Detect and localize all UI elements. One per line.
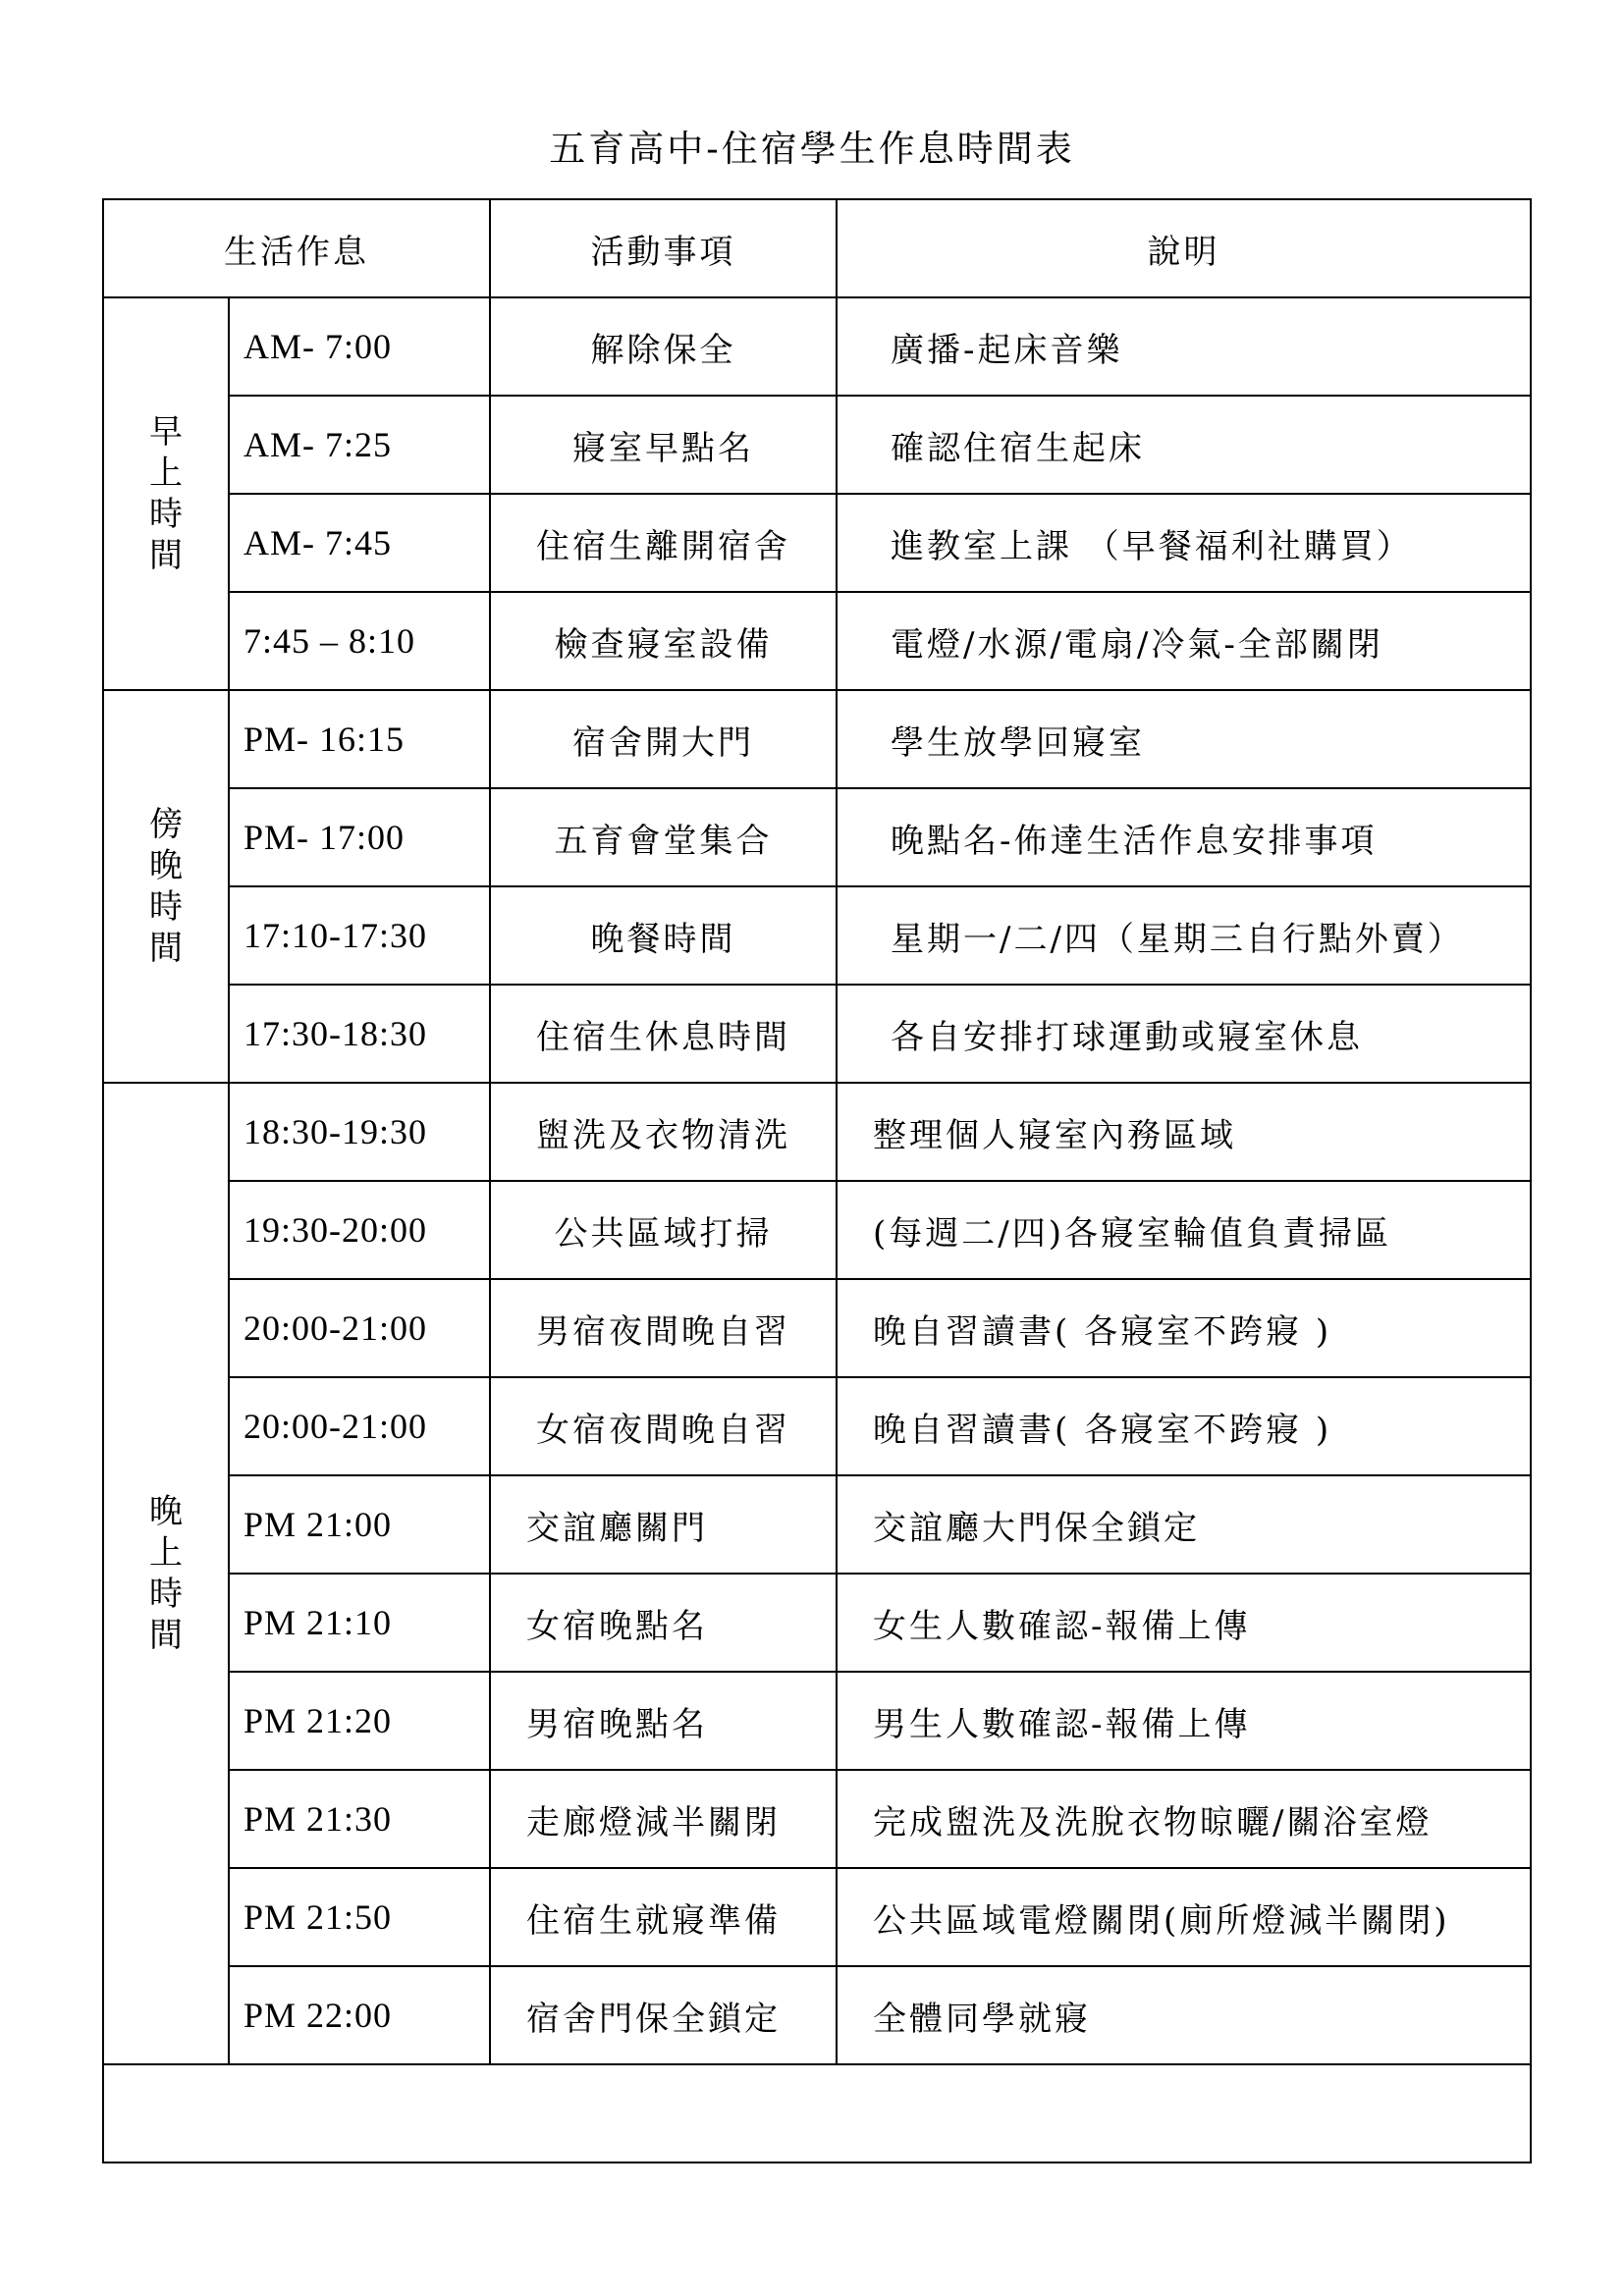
activity-cell: 解除保全 [490, 297, 837, 396]
time-cell: AM- 7:25 [229, 396, 490, 494]
time-cell: 19:30-20:00 [229, 1181, 490, 1279]
description-cell: 進教室上課 （早餐福利社購買） [837, 494, 1531, 592]
description-cell: 確認住宿生起床 [837, 396, 1531, 494]
header-period: 生活作息 [103, 199, 490, 297]
table-row [103, 297, 1531, 396]
activity-cell: 宿舍門保全鎖定 [490, 1966, 837, 2064]
description-cell: 晚自習讀書( 各寢室不跨寢 ) [837, 1377, 1531, 1475]
time-cell: 17:30-18:30 [229, 985, 490, 1083]
time-cell: PM- 16:15 [229, 690, 490, 788]
time-cell: 18:30-19:30 [229, 1083, 490, 1181]
description-cell: 完成盥洗及洗脫衣物晾曬/關浴室燈 [837, 1770, 1531, 1868]
description-cell: 各自安排打球運動或寢室休息 [837, 985, 1531, 1083]
time-cell: PM 21:20 [229, 1672, 490, 1770]
header-description: 說明 [837, 199, 1531, 297]
time-cell: 17:10-17:30 [229, 886, 490, 985]
header-activity: 活動事項 [490, 199, 837, 297]
activity-cell: 男宿夜間晚自習 [490, 1279, 837, 1377]
table-row [103, 1083, 1531, 1181]
table-row [103, 1868, 1531, 1966]
activity-cell: 住宿生離開宿舍 [490, 494, 837, 592]
time-cell: PM- 17:00 [229, 788, 490, 886]
time-cell: AM- 7:00 [229, 297, 490, 396]
table-row [103, 1377, 1531, 1475]
table-row [103, 788, 1531, 886]
period-label: 早上時間 [149, 412, 183, 575]
period-evening [103, 690, 229, 1083]
description-cell: 廣播-起床音樂 [837, 297, 1531, 396]
activity-cell: 住宿生就寢準備 [490, 1868, 837, 1966]
description-cell: 女生人數確認-報備上傳 [837, 1574, 1531, 1672]
table-row [103, 494, 1531, 592]
description-cell: 晚點名-佈達生活作息安排事項 [837, 788, 1531, 886]
time-cell: 20:00-21:00 [229, 1279, 490, 1377]
blank-row [103, 2064, 1531, 2163]
activity-cell: 女宿晚點名 [490, 1574, 837, 1672]
description-cell: 電燈/水源/電扇/冷氣-全部關閉 [837, 592, 1531, 690]
activity-cell: 盥洗及衣物清洗 [490, 1083, 837, 1181]
table-row [103, 1966, 1531, 2064]
activity-cell: 晚餐時間 [490, 886, 837, 985]
description-cell: 星期一/二/四（星期三自行點外賣） [837, 886, 1531, 985]
description-cell: 學生放學回寢室 [837, 690, 1531, 788]
activity-cell: 女宿夜間晚自習 [490, 1377, 837, 1475]
period-morning [103, 297, 229, 690]
table-row [103, 1574, 1531, 1672]
activity-cell: 男宿晚點名 [490, 1672, 837, 1770]
period-label: 晚上時間 [149, 1492, 183, 1655]
table-row [103, 1475, 1531, 1574]
time-cell: 7:45 – 8:10 [229, 592, 490, 690]
schedule-table [102, 198, 1532, 2163]
description-cell: 男生人數確認-報備上傳 [837, 1672, 1531, 1770]
table-row [103, 886, 1531, 985]
description-cell: (每週二/四)各寢室輪值負責掃區 [837, 1181, 1531, 1279]
time-cell: PM 21:00 [229, 1475, 490, 1574]
description-cell: 整理個人寢室內務區域 [837, 1083, 1531, 1181]
activity-cell: 五育會堂集合 [490, 788, 837, 886]
table-row [103, 1672, 1531, 1770]
activity-cell: 公共區域打掃 [490, 1181, 837, 1279]
time-cell: AM- 7:45 [229, 494, 490, 592]
time-cell: PM 21:50 [229, 1868, 490, 1966]
activity-cell: 住宿生休息時間 [490, 985, 837, 1083]
table-row [103, 1770, 1531, 1868]
table-row [103, 396, 1531, 494]
page-title: 五育高中-住宿學生作息時間表 [549, 128, 1075, 170]
description-cell: 全體同學就寢 [837, 1966, 1531, 2064]
table-header-row [103, 199, 1531, 297]
table-row [103, 1279, 1531, 1377]
time-cell: PM 21:30 [229, 1770, 490, 1868]
activity-cell: 宿舍開大門 [490, 690, 837, 788]
activity-cell: 走廊燈減半關閉 [490, 1770, 837, 1868]
period-label: 傍晚時間 [149, 805, 183, 968]
time-cell: PM 21:10 [229, 1574, 490, 1672]
table-row [103, 985, 1531, 1083]
activity-cell: 檢查寢室設備 [490, 592, 837, 690]
time-cell: PM 22:00 [229, 1966, 490, 2064]
description-cell: 交誼廳大門保全鎖定 [837, 1475, 1531, 1574]
description-cell: 公共區域電燈關閉(廁所燈減半關閉) [837, 1868, 1531, 1966]
period-night [103, 1083, 229, 2064]
table-row [103, 592, 1531, 690]
activity-cell: 寢室早點名 [490, 396, 837, 494]
table-row [103, 1181, 1531, 1279]
description-cell: 晚自習讀書( 各寢室不跨寢 ) [837, 1279, 1531, 1377]
time-cell: 20:00-21:00 [229, 1377, 490, 1475]
activity-cell: 交誼廳關門 [490, 1475, 837, 1574]
blank-cell [103, 2064, 1531, 2163]
table-row [103, 690, 1531, 788]
